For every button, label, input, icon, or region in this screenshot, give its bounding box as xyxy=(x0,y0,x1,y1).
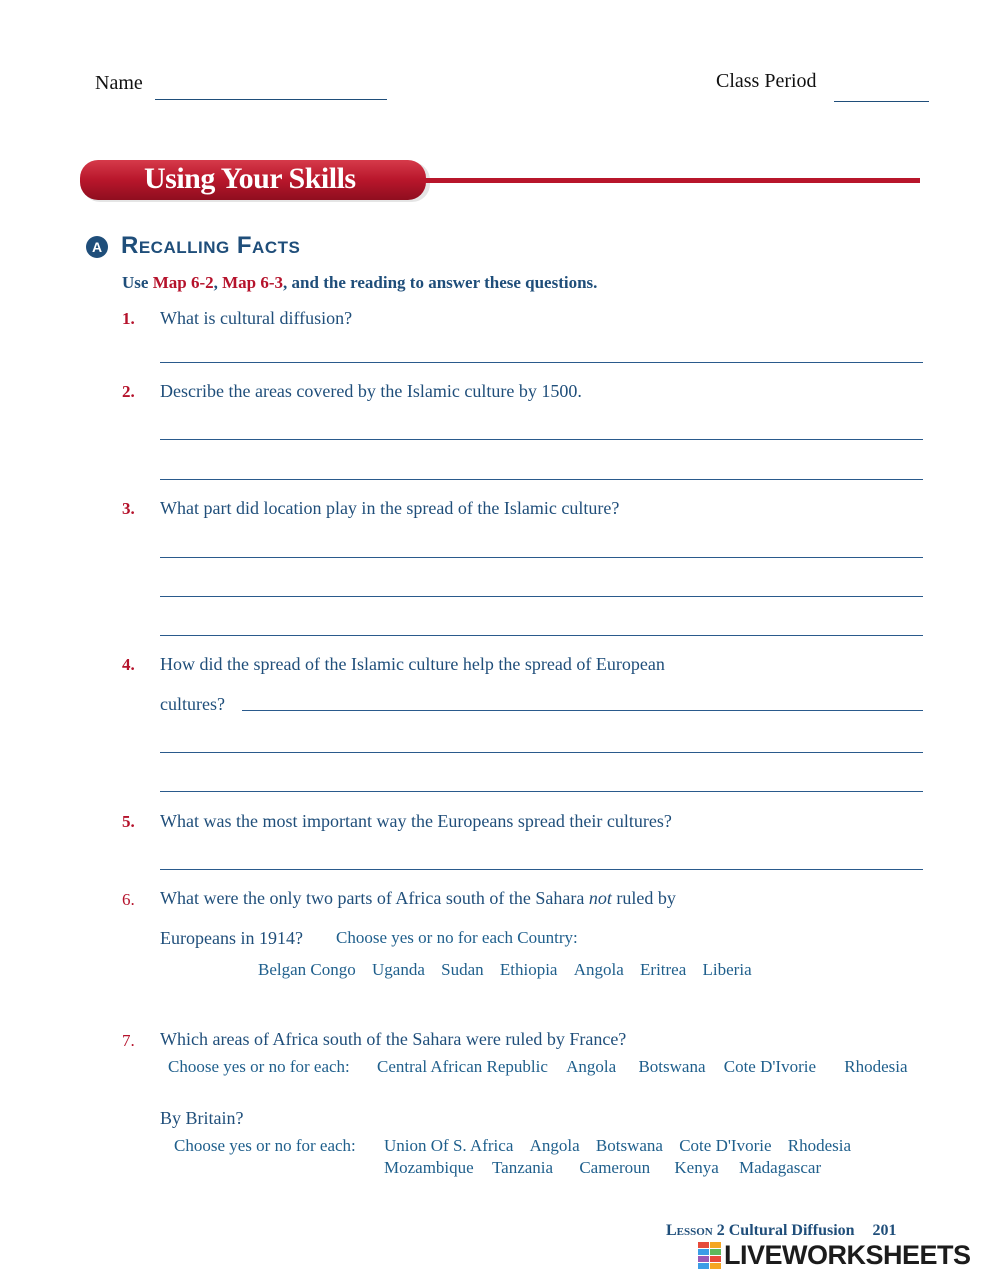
option-q7-britain[interactable]: Union Of S. Africa xyxy=(384,1136,514,1155)
question-7-prompt: Choose yes or no for each: xyxy=(168,1057,350,1076)
question-7-britain-text: By Britain? xyxy=(160,1108,244,1128)
option-q6[interactable]: Eritrea xyxy=(640,960,687,979)
class-period-field[interactable] xyxy=(834,101,929,102)
section-instruction xyxy=(122,273,597,293)
answer-line[interactable] xyxy=(160,362,923,363)
question-4-number: 4. xyxy=(122,655,135,674)
answer-line[interactable] xyxy=(242,710,923,711)
option-q7-britain[interactable]: Madagascar xyxy=(739,1158,822,1177)
option-q7-britain[interactable]: Botswana xyxy=(595,1136,663,1155)
name-label: Name xyxy=(95,72,143,94)
option-q7-france[interactable]: Rhodesia xyxy=(844,1057,908,1076)
option-q7-britain[interactable]: Rhodesia xyxy=(787,1136,852,1155)
answer-line[interactable] xyxy=(160,596,923,597)
question-7-britain-options-row1 xyxy=(384,1136,863,1156)
answer-line[interactable] xyxy=(160,557,923,558)
option-q7-france[interactable]: Botswana xyxy=(638,1057,706,1076)
question-5-text: What was the most important way the Europeans spread their cultures? xyxy=(160,811,672,831)
question-7-text: Which areas of Africa south of the Sahara were ruled by France? xyxy=(160,1029,627,1049)
question-1-text: What is cultural diffusion? xyxy=(160,308,353,328)
question-6-text-post: ruled by xyxy=(611,888,676,908)
question-6-text-cont: Europeans in 1914? xyxy=(160,928,303,948)
option-q7-britain[interactable]: Angola xyxy=(529,1136,580,1155)
question-6-text-em: not xyxy=(588,888,612,908)
question-2-text: Describe the areas covered by the Islamic culture by 1500. xyxy=(160,381,582,401)
banner-title: Using Your Skills xyxy=(144,162,356,195)
instruction-map-6-3: Map 6-3 xyxy=(222,273,284,292)
option-q6[interactable]: Liberia xyxy=(702,960,752,979)
option-q6[interactable]: Uganda xyxy=(372,960,425,979)
name-field[interactable] xyxy=(155,99,387,100)
section-badge-letter: A xyxy=(91,239,103,255)
footer-lesson-title: Cultural Diffusion xyxy=(728,1222,855,1239)
section-badge xyxy=(86,236,108,258)
question-6-text-pre: What were the only two parts of Africa south of the Sahara xyxy=(160,888,589,908)
question-6-number: 6. xyxy=(122,890,135,909)
option-q6[interactable]: Belgan Congo xyxy=(258,960,356,979)
instruction-part-5: , and the reading to answer these questions. xyxy=(283,273,598,292)
answer-line[interactable] xyxy=(160,439,923,440)
question-3-number: 3. xyxy=(122,499,135,518)
question-1-number: 1. xyxy=(122,309,135,328)
footer-lesson xyxy=(666,1222,897,1240)
option-q7-france[interactable]: Cote D'Ivorie xyxy=(723,1057,817,1076)
question-4-text-cont: cultures? xyxy=(160,694,225,714)
class-period-label: Class Period xyxy=(716,70,817,92)
answer-line[interactable] xyxy=(160,869,923,870)
footer-page-number: 201 xyxy=(872,1222,897,1239)
question-7-britain-options-row2 xyxy=(384,1158,833,1178)
option-q7-france[interactable]: Angola xyxy=(566,1057,617,1076)
answer-line[interactable] xyxy=(160,479,923,480)
answer-line[interactable] xyxy=(160,635,923,636)
question-2-number: 2. xyxy=(122,382,135,401)
question-6-text xyxy=(160,888,676,909)
option-q6[interactable]: Angola xyxy=(573,960,624,979)
option-q6[interactable]: Ethiopia xyxy=(499,960,558,979)
option-q7-france[interactable]: Central African Republic xyxy=(377,1057,548,1076)
footer-lesson-label: Lesson 2 xyxy=(666,1222,725,1239)
section-title: Recalling Facts xyxy=(121,232,301,259)
instruction-part-1: Use xyxy=(122,273,153,292)
question-7-britain-prompt: Choose yes or no for each: xyxy=(174,1136,356,1155)
answer-line[interactable] xyxy=(160,791,923,792)
option-q7-britain[interactable]: Mozambique xyxy=(384,1158,474,1177)
question-6-prompt: Choose yes or no for each Country: xyxy=(336,928,578,947)
option-q7-britain[interactable]: Kenya xyxy=(674,1158,719,1177)
question-6-options xyxy=(258,960,764,980)
question-7-france-options xyxy=(377,1057,920,1077)
instruction-part-3: , xyxy=(213,273,223,292)
answer-line[interactable] xyxy=(160,752,923,753)
question-5-number: 5. xyxy=(122,812,135,831)
liveworksheets-logo-text: LIVEWORKSHEETS xyxy=(724,1240,971,1270)
liveworksheets-logo-icon xyxy=(698,1242,722,1270)
option-q7-britain[interactable]: Cote D'Ivorie xyxy=(679,1136,772,1155)
question-4-text: How did the spread of the Islamic culture help the spread of European xyxy=(160,654,665,674)
option-q6[interactable]: Sudan xyxy=(441,960,484,979)
option-q7-britain[interactable]: Cameroun xyxy=(579,1158,651,1177)
question-3-text: What part did location play in the spread of the Islamic culture? xyxy=(160,498,620,518)
banner xyxy=(80,160,940,206)
option-q7-britain[interactable]: Tanzania xyxy=(491,1158,554,1177)
question-7-number: 7. xyxy=(122,1031,135,1050)
instruction-map-6-2: Map 6-2 xyxy=(152,273,214,292)
